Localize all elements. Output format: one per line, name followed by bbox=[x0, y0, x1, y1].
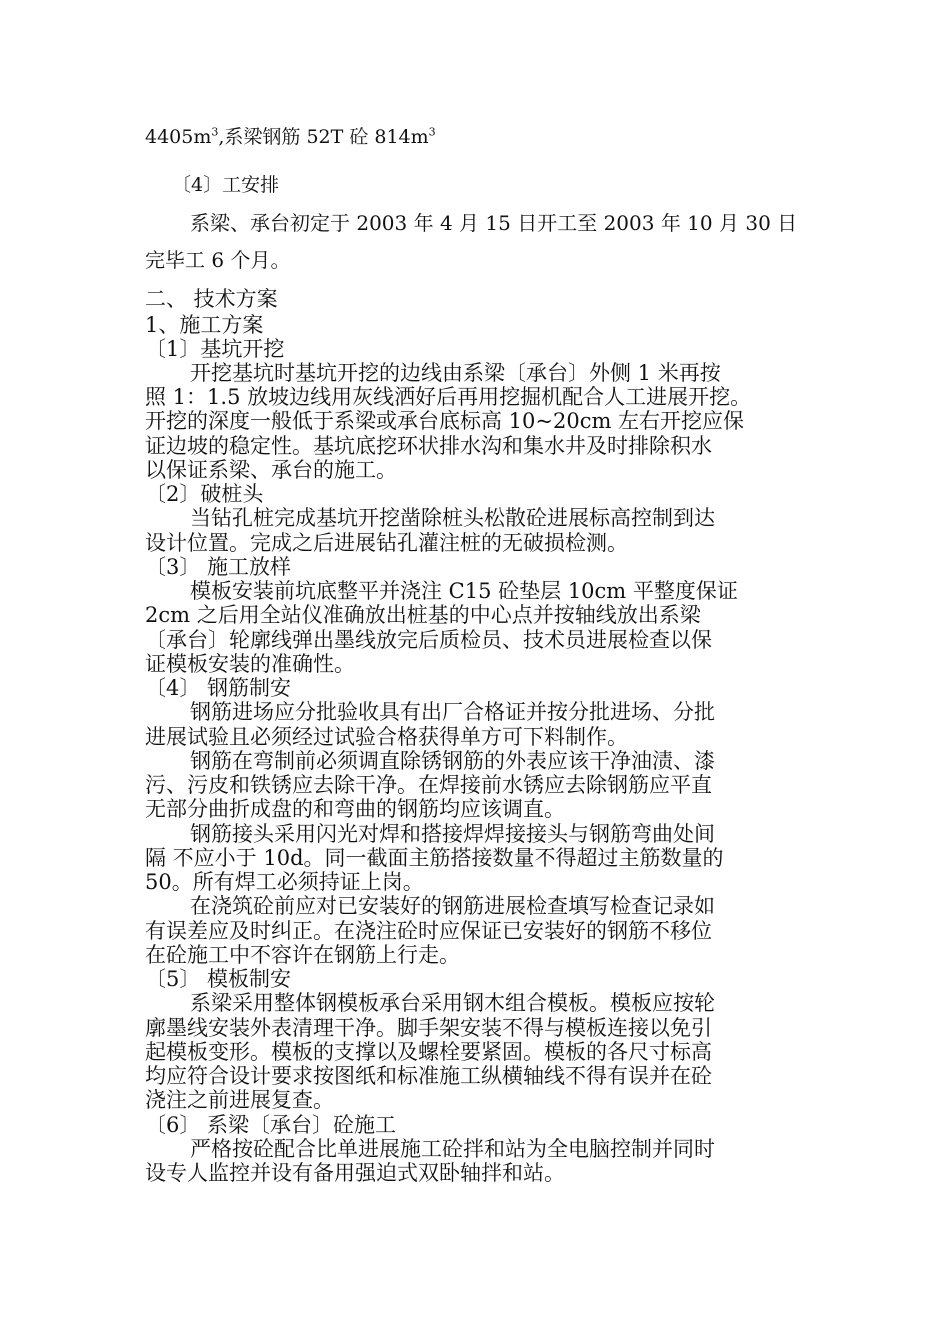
paragraph-line: 起模板变形。模板的支撑以及螺栓要紧固。模板的各尺寸标高 bbox=[145, 1040, 712, 1064]
paragraph-line: 开挖基坑时基坑开挖的边线由系梁〔承台〕外侧 1 米再按 bbox=[190, 361, 721, 385]
paragraph-line: 照 1：1.5 放坡边线用灰线洒好后再用挖掘机配合人工进展开挖。 bbox=[145, 385, 752, 409]
paragraph-line: 50。所有焊工必须持证上岗。 bbox=[145, 870, 424, 894]
section-heading: 〔6〕 系梁〔承台〕砼施工 bbox=[145, 1113, 397, 1137]
paragraph-line: 均应符合设计要求按图纸和标准施工纵横轴线不得有误并在砼 bbox=[145, 1064, 712, 1088]
paragraph-line: 进展试验且必须经过试验合格获得单方可下料制作。 bbox=[145, 725, 628, 749]
paragraph-line: 系梁、承台初定于 2003 年 4 月 15 日开工至 2003 年 10 月 30 日 bbox=[190, 211, 798, 235]
paragraph-line: 完毕工 6 个月。 bbox=[145, 248, 291, 272]
paragraph-line: 开挖的深度一般低于系梁或承台底标高 10~20cm 左右开挖应保 bbox=[145, 409, 745, 433]
section-heading: 〔4〕工安排 bbox=[172, 174, 280, 196]
paragraph-line: 钢筋进场应分批验收具有出厂合格证并按分批进场、分批 bbox=[190, 700, 715, 724]
superscript-1: 3 bbox=[211, 125, 219, 139]
quantity-text-1: 4405m bbox=[145, 126, 212, 148]
paragraph-line: 证模板安装的准确性。 bbox=[145, 652, 355, 676]
paragraph-line: 设计位置。完成之后进展钻孔灌注桩的无破损检测。 bbox=[145, 531, 628, 555]
paragraph-line: 当钻孔桩完成基坑开挖凿除桩头松散砼进展标高控制到达 bbox=[190, 506, 715, 530]
section-heading: 〔4〕 钢筋制安 bbox=[145, 676, 292, 700]
paragraph-line: 在砼施工中不容许在钢筋上行走。 bbox=[145, 943, 460, 967]
section-heading: 〔3〕 施工放样 bbox=[145, 555, 292, 579]
paragraph-line: 在浇筑砼前应对已安装好的钢筋进展检查填写检查记录如 bbox=[190, 894, 715, 918]
paragraph-line: 设专人监控并设有备用强迫式双卧轴拌和站。 bbox=[145, 1161, 565, 1185]
paragraph-line: 廓墨线安装外表清理干净。脚手架安装不得与模板连接以免引 bbox=[145, 1016, 712, 1040]
paragraph-line: 浇注之前进展复查。 bbox=[145, 1088, 334, 1112]
paragraph-line: 证边坡的稳定性。基坑底挖环状排水沟和集水井及时排除积水 bbox=[145, 434, 712, 458]
superscript-2: 3 bbox=[428, 125, 436, 139]
quantity-text-2: ,系梁钢筋 52T 砼 814m bbox=[218, 126, 429, 148]
quantity-line bbox=[145, 125, 436, 148]
paragraph-line: 有误差应及时纠正。在浇注砼时应保证已安装好的钢筋不移位 bbox=[145, 919, 712, 943]
paragraph-line: 2cm 之后用全站仪准确放出桩基的中心点并按轴线放出系梁 bbox=[145, 603, 701, 627]
section-heading: 二、 技术方案 bbox=[145, 287, 278, 311]
paragraph-line: 隔 不应小于 10d。同一截面主筋搭接数量不得超过主筋数量的 bbox=[145, 846, 724, 870]
paragraph-line: 污、污皮和铁锈应去除干净。在焊接前水锈应去除钢筋应平直 bbox=[145, 773, 712, 797]
paragraph-line: 钢筋接头采用闪光对焊和搭接焊焊接接头与钢筋弯曲处间 bbox=[190, 822, 715, 846]
section-heading: 〔2〕破桩头 bbox=[145, 482, 264, 506]
section-heading: 1、施工方案 bbox=[145, 313, 264, 337]
paragraph-line: 〔承台〕轮廓线弹出墨线放完后质检员、技术员进展检查以保 bbox=[145, 628, 712, 652]
paragraph-line: 严格按砼配合比单进展施工砼拌和站为全电脑控制并同时 bbox=[190, 1137, 715, 1161]
paragraph-line: 系梁采用整体钢模板承台采用钢木组合模板。模板应按轮 bbox=[190, 991, 715, 1015]
paragraph-line: 模板安装前坑底整平并浇注 C15 砼垫层 10cm 平整度保证 bbox=[190, 579, 738, 603]
paragraph-line: 以保证系梁、承台的施工。 bbox=[145, 458, 397, 482]
paragraph-line: 钢筋在弯制前必须调直除锈钢筋的外表应该干净油渍、漆 bbox=[190, 749, 715, 773]
section-heading: 〔1〕基坑开挖 bbox=[145, 337, 285, 361]
section-heading: 〔5〕 模板制安 bbox=[145, 967, 292, 991]
paragraph-line: 无部分曲折成盘的和弯曲的钢筋均应该调直。 bbox=[145, 797, 565, 821]
